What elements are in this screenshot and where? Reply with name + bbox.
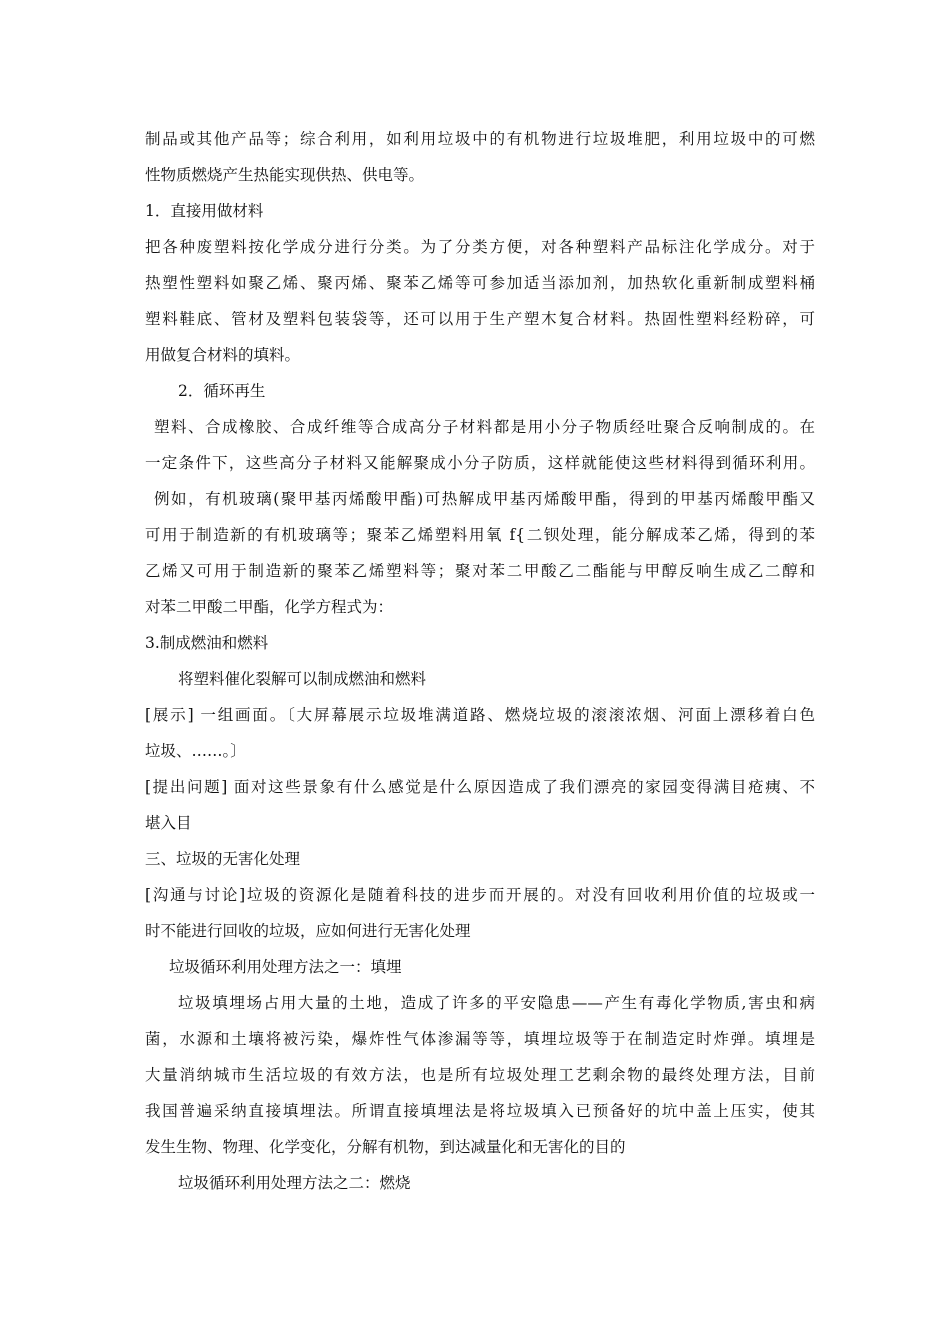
paragraph-line: 一定条件下，这些高分子材料又能解聚成小分子防质，这样就能使这些材料得到循环利用。 <box>145 454 815 472</box>
subsection-heading: 垃圾循环利用处理方法之二：燃烧 <box>178 1174 411 1192</box>
subsection-heading: 垃圾循环利用处理方法之一：填埋 <box>169 958 402 976</box>
paragraph-line: 塑料、合成橡胶、合成纤维等合成高分子材料都是用小分子物质经吐聚合反响制成的。在 <box>154 418 815 436</box>
paragraph-line: 大量消纳城市生活垃圾的有效方法，也是所有垃圾处理工艺剩余物的最终处理方法，目前 <box>145 1066 815 1084</box>
paragraph-line: 可用于制造新的有机玻璃等；聚苯乙烯塑料用氧 f{二钡处理，能分解成苯乙烯，得到的苯 <box>145 526 815 544</box>
document-body <box>145 121 815 1201</box>
paragraph-line: 堪入目 <box>145 814 192 832</box>
paragraph-line: 垃圾、……。〕 <box>145 742 246 760</box>
section-heading: 2．循环再生 <box>178 382 266 400</box>
paragraph-line: 用做复合材料的填料。 <box>145 346 301 364</box>
paragraph-line: [提出问题] 面对这些景象有什么感觉是什么原因造成了我们漂亮的家园变得满目疮痍、不 <box>145 778 815 796</box>
paragraph-line: 将塑料催化裂解可以制成燃油和燃料 <box>178 670 427 688</box>
paragraph-line: 我国普遍采纳直接填埋法。所谓直接填埋法是将垃圾填入已预备好的坑中盖上压实，使其 <box>145 1102 815 1120</box>
paragraph-line: [展示] 一组画面。〔大屏幕展示垃圾堆满道路、燃烧垃圾的滚滚浓烟、河面上漂移着白色 <box>145 706 815 724</box>
paragraph-line: 性物质燃烧产生热能实现供热、供电等。 <box>145 166 425 184</box>
section-heading: 3.制成燃油和燃料 <box>145 634 269 652</box>
paragraph-line: 时不能进行回收的垃圾，应如何进行无害化处理 <box>145 922 471 940</box>
paragraph-line: 热塑性塑料如聚乙烯、聚丙烯、聚苯乙烯等可参加适当添加剂，加热软化重新制成塑料桶 <box>145 274 815 292</box>
paragraph-line: 把各种废塑料按化学成分进行分类。为了分类方便，对各种塑料产品标注化学成分。对于 <box>145 238 815 256</box>
paragraph-line: 塑料鞋底、管材及塑料包装袋等，还可以用于生产塑木复合材料。热固性塑料经粉碎，可 <box>145 310 815 328</box>
section-heading: 1．直接用做材料 <box>145 202 264 220</box>
paragraph-line: 对苯二甲酸二甲酯，化学方程式为： <box>145 598 394 616</box>
paragraph-line: 垃圾填埋场占用大量的土地，造成了许多的平安隐患——产生有毒化学物质,害虫和病 <box>178 994 815 1012</box>
paragraph-line: 乙烯又可用于制造新的聚苯乙烯塑料等；聚对苯二甲酸乙二酯能与甲醇反响生成乙二醇和 <box>145 562 815 580</box>
paragraph-line: 发生生物、物理、化学变化，分解有机物，到达减量化和无害化的目的 <box>145 1138 626 1156</box>
section-heading: 三、垃圾的无害化处理 <box>145 850 301 868</box>
paragraph-line: 制品或其他产品等；综合利用，如利用垃圾中的有机物进行垃圾堆肥，利用垃圾中的可燃 <box>145 130 815 148</box>
paragraph-line: 例如，有机玻璃(聚甲基丙烯酸甲酯)可热解成甲基丙烯酸甲酯，得到的甲基丙烯酸甲酯又 <box>154 490 815 508</box>
paragraph-line: [沟通与讨论]垃圾的资源化是随着科技的进步而开展的。对没有回收利用价值的垃圾或一 <box>145 886 815 904</box>
paragraph-line: 菌，水源和土壤将被污染，爆炸性气体渗漏等等，填埋垃圾等于在制造定时炸弹。填埋是 <box>145 1030 815 1048</box>
